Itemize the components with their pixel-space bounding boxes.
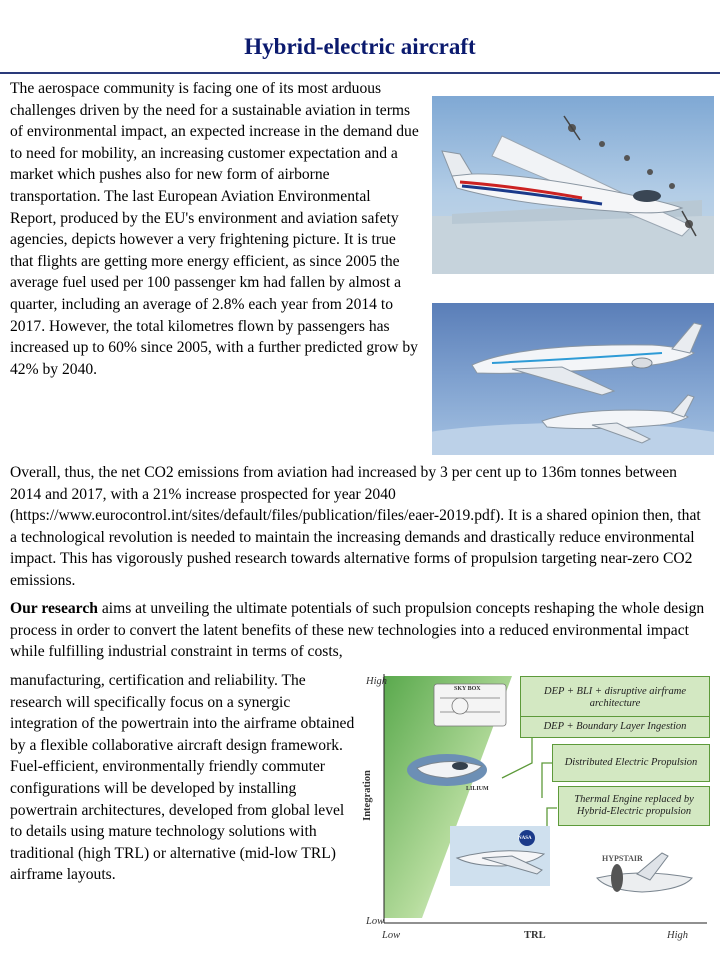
y-axis-label: Integration [361, 770, 373, 821]
box-distributed-electric: Distributed Electric Propulsion [552, 744, 710, 782]
hybrid-airliner-photo [432, 303, 714, 455]
x-axis-high: High [667, 930, 688, 941]
x57-aircraft-photo [432, 96, 714, 274]
x-axis-label: TRL [524, 930, 546, 941]
research-text: aims at unveiling the ultimate potentials of such propulsion concepts reshaping the whole design process in order to convert the latent benefits of these new technologies into a reduced environmental impact while fulfilling industrial constraint in terms of costs, [10, 600, 705, 661]
y-axis-low: Low [366, 916, 385, 927]
research-paragraph [10, 598, 715, 663]
box-dep-bli: DEP + Boundary Layer Ingestion [520, 716, 710, 738]
integration-trl-figure [362, 668, 712, 950]
research-detail-paragraph: manufacturing, certification and reliability. The research will specifically focus on a synergic integration of the powertrain into the airframe obtained by a flexible collaborative aircraft design framework. Fuel-efficient, environmentally friendly commuter configurations will be developed by installing powertrain architectures, developed from global level to details using mature technology solutions with traditional (high TRL) or alternative (mid-low TRL) airframe layouts. [10, 672, 355, 884]
nasa-label: NASA [518, 836, 532, 841]
emissions-paragraph: Overall, thus, the net CO2 emissions from aviation had increased by 3 per cent up to 136m tonnes between 2014 and 2017, with a 21% increase prospected for year 2040 (https://www.eurocontrol.int/sites/default/files/publication/files/eaer-2019.pdf). It is a shared opinion then, that a technological revolution is needed to maintain the increasing demands and drastically reduce environmental impact. This has vigorously pushed research towards alternative forms of propulsion targeting near-zero CO2 emissions. [10, 464, 701, 589]
page-title: Hybrid-electric aircraft [244, 34, 476, 59]
title-divider [0, 72, 720, 74]
y-axis-high: High [366, 676, 387, 687]
box-hybrid-electric: Thermal Engine replaced by Hybrid-Electric propulsion [558, 786, 710, 826]
skybox-label: SKY BOX [454, 686, 481, 692]
lilium-label: LILIUM [466, 786, 489, 792]
x-axis-low: Low [382, 930, 401, 941]
intro-paragraph: The aerospace community is facing one of its most arduous challenges driven by the need for a sustainable aviation in terms of environmental impact, an expected increase in the demand due to need for mobility, an increasing customer expectation and a market which pushes also for new form of airborne transportation. The last European Aviation Environmental Report, produced by the EU's environment and aviation safety agencies, depicts however a very frightening picture. It is true that flights are getting more energy efficient, as since 2005 the average fuel used per 100 passenger km had fallen by almost a quarter, including an average of 2.8% each year from 2014 to 2017. However, the total kilometres flown by passengers has increased up to 60% since 2005, with a further predicted grow by 42% by 2040. [10, 80, 419, 378]
box-dep-bli-disruptive: DEP + BLI + disruptive airframe architecture [520, 676, 710, 720]
research-lead: Our research [10, 600, 98, 617]
hypstair-label: HYPSTAIR [602, 854, 643, 863]
